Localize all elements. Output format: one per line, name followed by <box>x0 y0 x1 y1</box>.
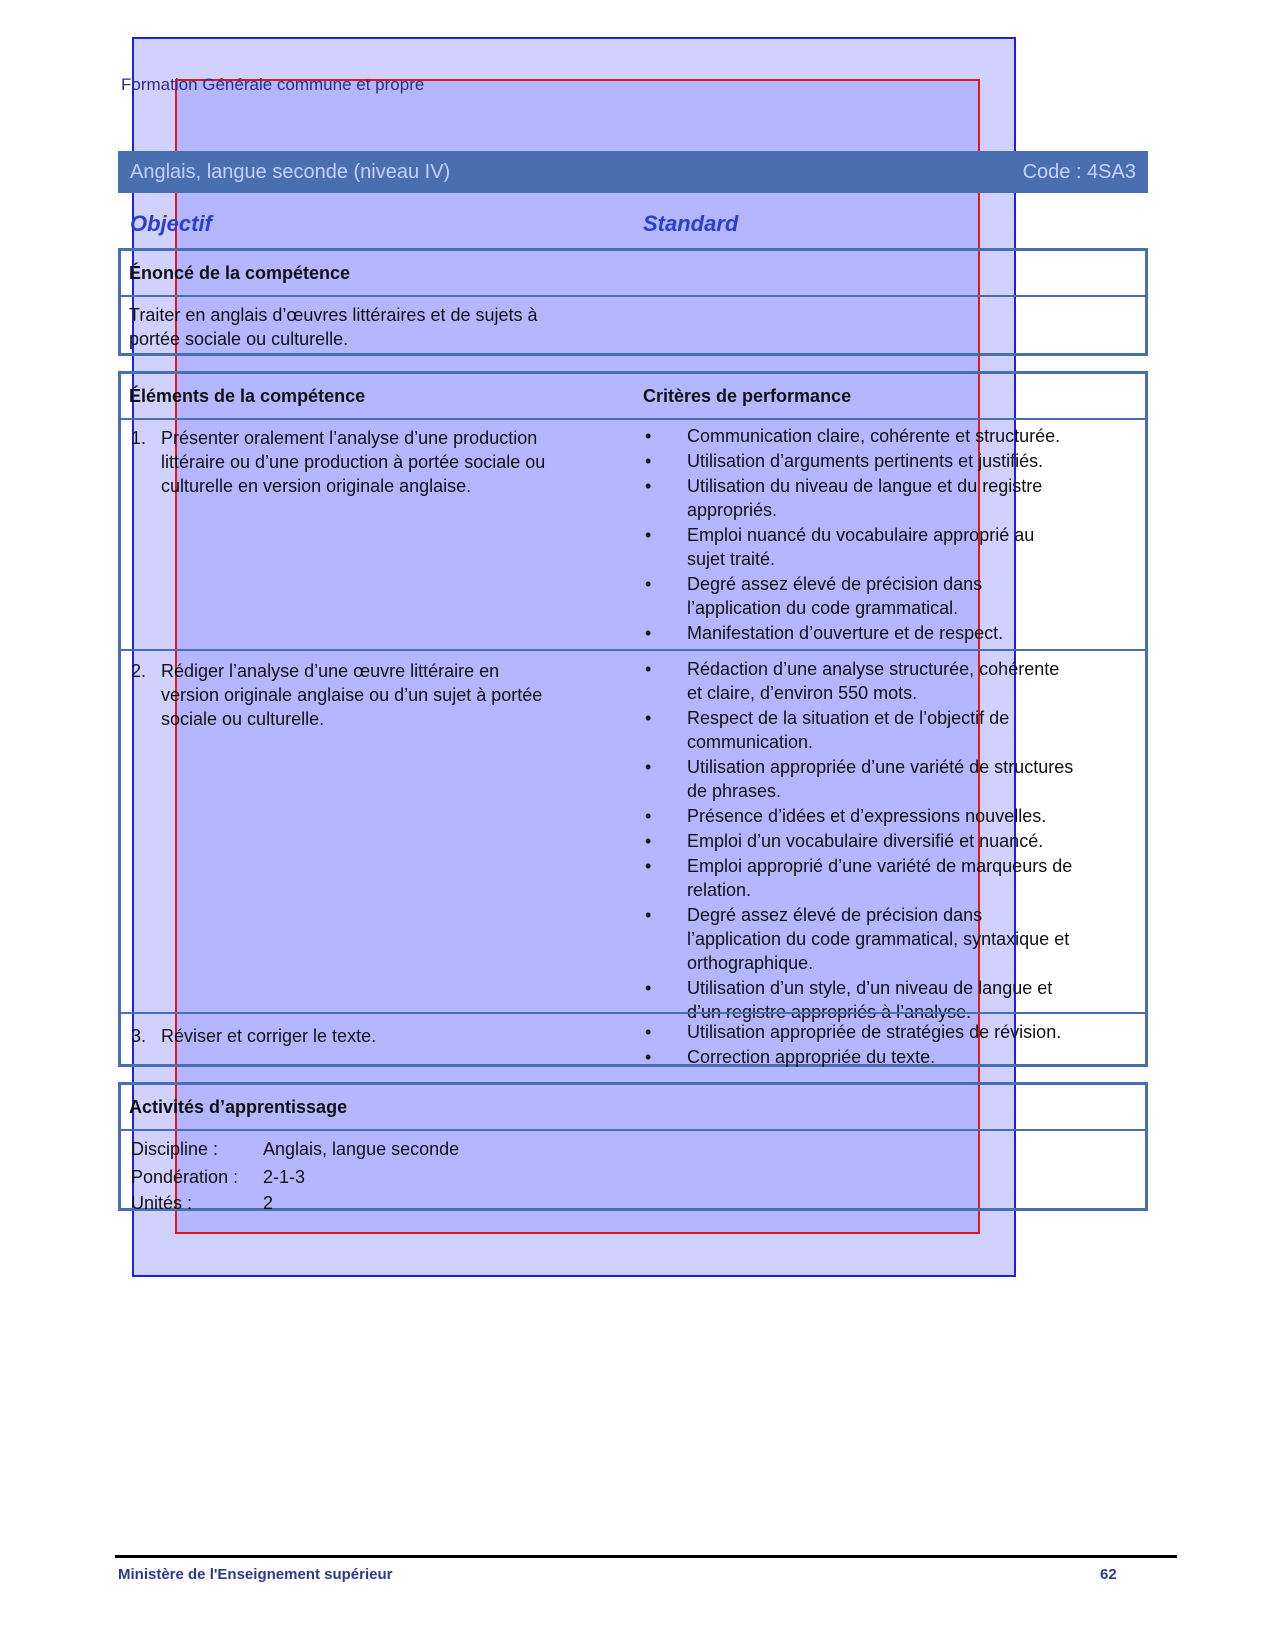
activity-label: Discipline : <box>131 1139 219 1159</box>
criteria-line: Communication claire, cohérente et structurée. <box>687 426 1061 446</box>
bullet-icon: • <box>645 831 652 851</box>
element-number: 1. <box>131 428 147 448</box>
criteria-item <box>643 903 1133 975</box>
bullet-icon: • <box>645 476 652 496</box>
criteria-heading: Critères de performance <box>643 386 852 406</box>
competence-text <box>129 303 538 351</box>
bullet-icon: • <box>645 1047 652 1067</box>
activity-value: 2-1-3 <box>263 1167 306 1187</box>
activity-value: Anglais, langue seconde <box>263 1139 460 1159</box>
element-number: 2. <box>131 661 147 681</box>
bullet-icon: • <box>645 659 652 679</box>
row-divider <box>121 649 1145 651</box>
competence-box <box>118 248 1148 356</box>
footer-rule <box>115 1555 1177 1558</box>
element-row <box>131 426 601 498</box>
element-line: Rédiger l’analyse d’une œuvre littéraire en <box>161 661 500 681</box>
criteria-item <box>643 804 1133 828</box>
criteria-item <box>643 474 1133 522</box>
bullet-icon: • <box>645 426 652 446</box>
bullet-icon: • <box>645 525 652 545</box>
bullet-icon: • <box>645 806 652 826</box>
bullet-icon: • <box>645 451 652 471</box>
footer-page-number: 62 <box>1100 1566 1117 1583</box>
criteria-line: Utilisation appropriée d’une variété de structures <box>687 757 1074 777</box>
activity-row-units <box>131 1189 273 1217</box>
criteria-item <box>643 621 1133 645</box>
bullet-icon: • <box>645 978 652 998</box>
criteria-line: l’application du code grammatical, syntaxique et <box>687 929 1070 949</box>
criteria-item <box>643 449 1133 473</box>
criteria-item <box>643 854 1133 902</box>
elements-heading: Éléments de la compétence <box>129 386 366 406</box>
element-line: version originale anglaise ou d’un sujet à portée <box>161 685 543 705</box>
criteria-item <box>643 755 1133 803</box>
criteria-item <box>643 657 1133 705</box>
bullet-icon: • <box>645 757 652 777</box>
criteria-line: Correction appropriée du texte. <box>687 1047 936 1067</box>
activity-value: 2 <box>263 1193 274 1213</box>
criteria-item <box>643 1020 1133 1044</box>
criteria-item <box>643 424 1133 448</box>
criteria-line: communication. <box>687 732 814 752</box>
elements-box-header <box>121 374 1145 420</box>
competence-text-line: Traiter en anglais d’œuvres littéraires et de sujets à <box>129 305 538 325</box>
criteria-line: Respect de la situation et de l’objectif de <box>687 708 1010 728</box>
criteria-line: Utilisation d’arguments pertinents et justifiés. <box>687 451 1044 471</box>
bullet-icon: • <box>645 1022 652 1042</box>
criteria-line: Emploi d’un vocabulaire diversifié et nuancé. <box>687 831 1044 851</box>
program-header: Formation Générale commune et propre <box>121 75 425 94</box>
bullet-icon: • <box>645 623 652 643</box>
footer-ministry: Ministère de l'Enseignement supérieur <box>118 1566 393 1583</box>
criteria-list <box>643 424 1133 646</box>
element-number: 3. <box>131 1026 147 1046</box>
criteria-item <box>643 706 1133 754</box>
criteria-item <box>643 572 1133 620</box>
competence-heading: Énoncé de la compétence <box>129 263 351 283</box>
criteria-item <box>643 1045 1133 1069</box>
criteria-line: Emploi nuancé du vocabulaire approprié au <box>687 525 1035 545</box>
bullet-icon: • <box>645 905 652 925</box>
element-row <box>131 1024 601 1048</box>
criteria-line: relation. <box>687 880 752 900</box>
element-line: Réviser et corriger le texte. <box>161 1026 377 1046</box>
course-code: Code : 4SA3 <box>1022 161 1136 183</box>
criteria-line: Emploi approprié d’une variété de marqueurs de <box>687 856 1073 876</box>
criteria-line: Utilisation appropriée de stratégies de révision. <box>687 1022 1062 1042</box>
element-text <box>161 426 601 498</box>
standard-label: Standard <box>643 211 739 236</box>
activity-label: Pondération : <box>131 1167 239 1187</box>
criteria-line: appropriés. <box>687 500 778 520</box>
element-line: culturelle en version originale anglaise. <box>161 476 472 496</box>
activity-row-discipline <box>131 1135 459 1163</box>
element-line: littéraire ou d’une production à portée sociale ou <box>161 452 546 472</box>
criteria-line: orthographique. <box>687 953 814 973</box>
criteria-line: et claire, d’environ 550 mots. <box>687 683 918 703</box>
criteria-line: l’application du code grammatical. <box>687 598 959 618</box>
bullet-icon: • <box>645 574 652 594</box>
criteria-line: Degré assez élevé de précision dans <box>687 905 983 925</box>
row-divider <box>121 1012 1145 1014</box>
course-title: Anglais, langue seconde (niveau IV) <box>130 161 451 183</box>
criteria-line: sujet traité. <box>687 549 776 569</box>
activity-row-ponderation <box>131 1163 305 1191</box>
competence-text-line: portée sociale ou culturelle. <box>129 329 349 349</box>
element-line: sociale ou culturelle. <box>161 709 325 729</box>
bullet-icon: • <box>645 856 652 876</box>
criteria-list <box>643 657 1133 1025</box>
criteria-item <box>643 523 1133 571</box>
objective-label: Objectif <box>130 211 212 236</box>
criteria-line: Présence d’idées et d’expressions nouvelles. <box>687 806 1047 826</box>
elements-box <box>118 371 1148 1067</box>
bullet-icon: • <box>645 708 652 728</box>
criteria-line: Utilisation d’un style, d’un niveau de langue et <box>687 978 1053 998</box>
activities-box <box>118 1082 1148 1211</box>
activities-box-header <box>121 1085 1145 1131</box>
element-text <box>161 1024 601 1048</box>
criteria-line: Manifestation d’ouverture et de respect. <box>687 623 1004 643</box>
criteria-line: Rédaction d’une analyse structurée, cohérente <box>687 659 1060 679</box>
course-title-bar <box>118 151 1148 193</box>
criteria-item <box>643 976 1133 1024</box>
element-row <box>131 659 601 731</box>
criteria-line: d’un registre appropriés à l’analyse. <box>687 1002 972 1022</box>
criteria-item <box>643 829 1133 853</box>
activities-heading: Activités d’apprentissage <box>129 1097 348 1117</box>
element-line: Présenter oralement l’analyse d’une production <box>161 428 538 448</box>
element-text <box>161 659 601 731</box>
criteria-line: Degré assez élevé de précision dans <box>687 574 983 594</box>
criteria-list <box>643 1020 1133 1070</box>
activity-label: Unités : <box>131 1193 193 1213</box>
criteria-line: Utilisation du niveau de langue et du registre <box>687 476 1043 496</box>
competence-box-header <box>121 251 1145 297</box>
criteria-line: de phrases. <box>687 781 782 801</box>
